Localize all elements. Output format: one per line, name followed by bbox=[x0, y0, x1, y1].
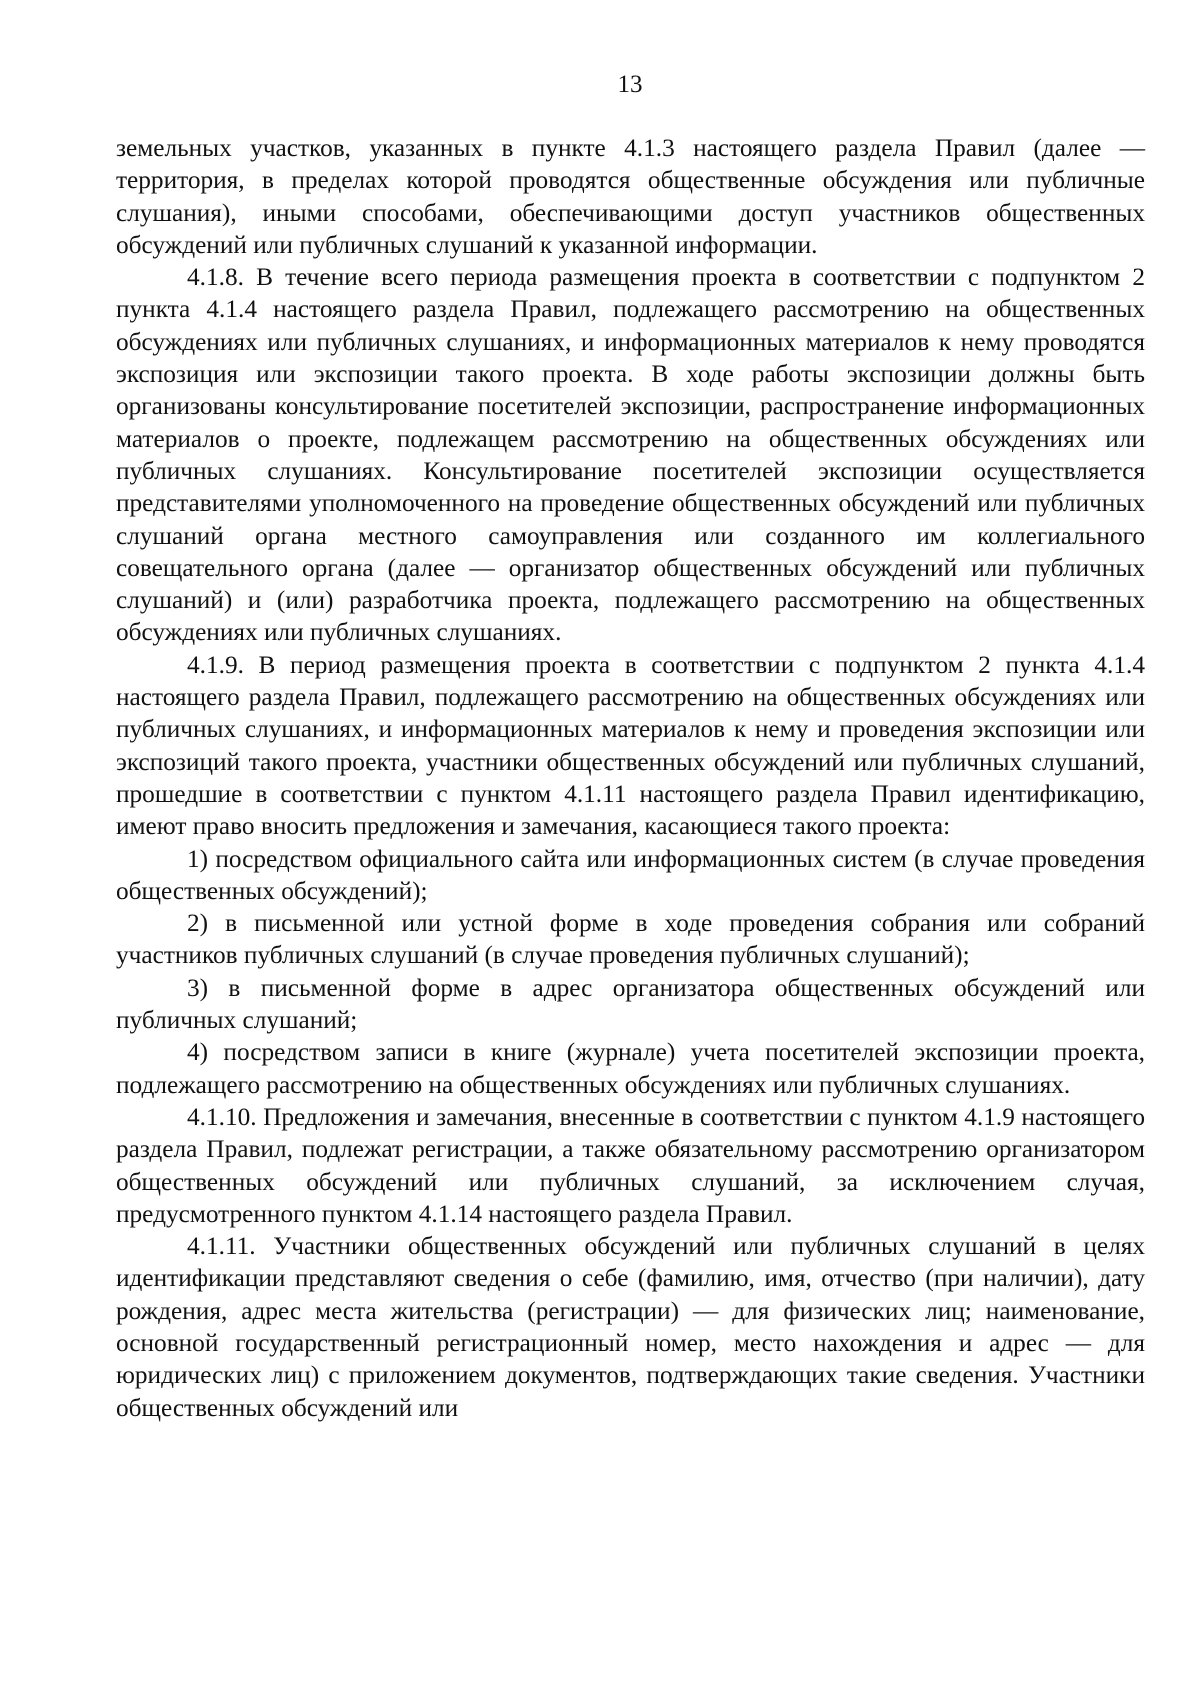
list-item-1: 1) посредством официального сайта или информационных систем (в случае проведения общественных обсуждений); bbox=[116, 844, 1145, 905]
paragraph-4-1-11: 4.1.11. Участники общественных обсуждений или публичных слушаний в целях идентификации представляют сведения о себе (фамилию, имя, отчество (при наличии), дату рождения, адрес места жительства (регистрации) — для физических лиц; наименование, основной государственный регистрационный номер, место нахождения и адрес — для юридических лиц) с приложением документов, подтверждающих такие сведения. Участники общественных обсуждений или bbox=[116, 1232, 1145, 1422]
list-item-4: 4) посредством записи в книге (журнале) учета посетителей экспозиции проекта, подлежащего рассмотрению на общественных обсуждениях или публичных слушаниях. bbox=[116, 1038, 1145, 1099]
page-number: 13 bbox=[617, 71, 643, 98]
list-item-2: 2) в письменной или устной форме в ходе проведения собрания или собраний участников публичных слушаний (в случае проведения публичных слушаний); bbox=[116, 909, 1145, 970]
paragraph-4-1-8: 4.1.8. В течение всего периода размещения проекта в соответствии с подпунктом 2 пункта 4.1.4 настоящего раздела Правил, подлежащего рассмотрению на общественных обсуждениях или публичных слушаниях, и информационных материалов к нему проводятся экспозиция или экспозиции такого проекта. В ходе работы экспозиции должны быть организованы консультирование посетителей экспозиции, распространение информационных материалов о проекте, подлежащем рассмотрению на общественных обсуждениях или публичных слушаниях. Консультирование посетителей экспозиции осуществляется представителями уполномоченного на проведение общественных обсуждений или публичных слушаний органа местного самоуправления или созданного им коллегиального совещательного органа (далее — организатор общественных обсуждений или публичных слушаний) и (или) разработчика проекта, подлежащего рассмотрению на общественных обсуждениях или публичных слушаниях. bbox=[116, 263, 1145, 647]
paragraph-continuation: земельных участков, указанных в пункте 4.1.3 настоящего раздела Правил (далее — территория, в пределах которой проводятся общественные обсуждения или публичные слушания), иными способами, обеспечивающими доступ участников общественных обсуждений или публичных слушаний к указанной информации. bbox=[116, 134, 1145, 259]
list-item-3: 3) в письменной форме в адрес организатора общественных обсуждений или публичных слушаний; bbox=[116, 973, 1145, 1035]
document-body bbox=[116, 132, 1145, 1424]
paragraph-4-1-10: 4.1.10. Предложения и замечания, внесенные в соответствии с пунктом 4.1.9 настоящего раздела Правил, подлежат регистрации, а также обязательному рассмотрению организатором общественных обсуждений или публичных слушаний, за исключением случая, предусмотренного пунктом 4.1.14 настоящего раздела Правил. bbox=[116, 1102, 1145, 1228]
paragraph-4-1-9: 4.1.9. В период размещения проекта в соответствии с подпунктом 2 пункта 4.1.4 настоящего раздела Правил, подлежащего рассмотрению на общественных обсуждениях или публичных слушаниях, и информационных материалов к нему и проведения экспозиции или экспозиций такого проекта, участники общественных обсуждений или публичных слушаний, прошедшие в соответствии с пунктом 4.1.11 настоящего раздела Правил идентификацию, имеют право вносить предложения и замечания, касающиеся такого проекта: bbox=[116, 650, 1145, 841]
